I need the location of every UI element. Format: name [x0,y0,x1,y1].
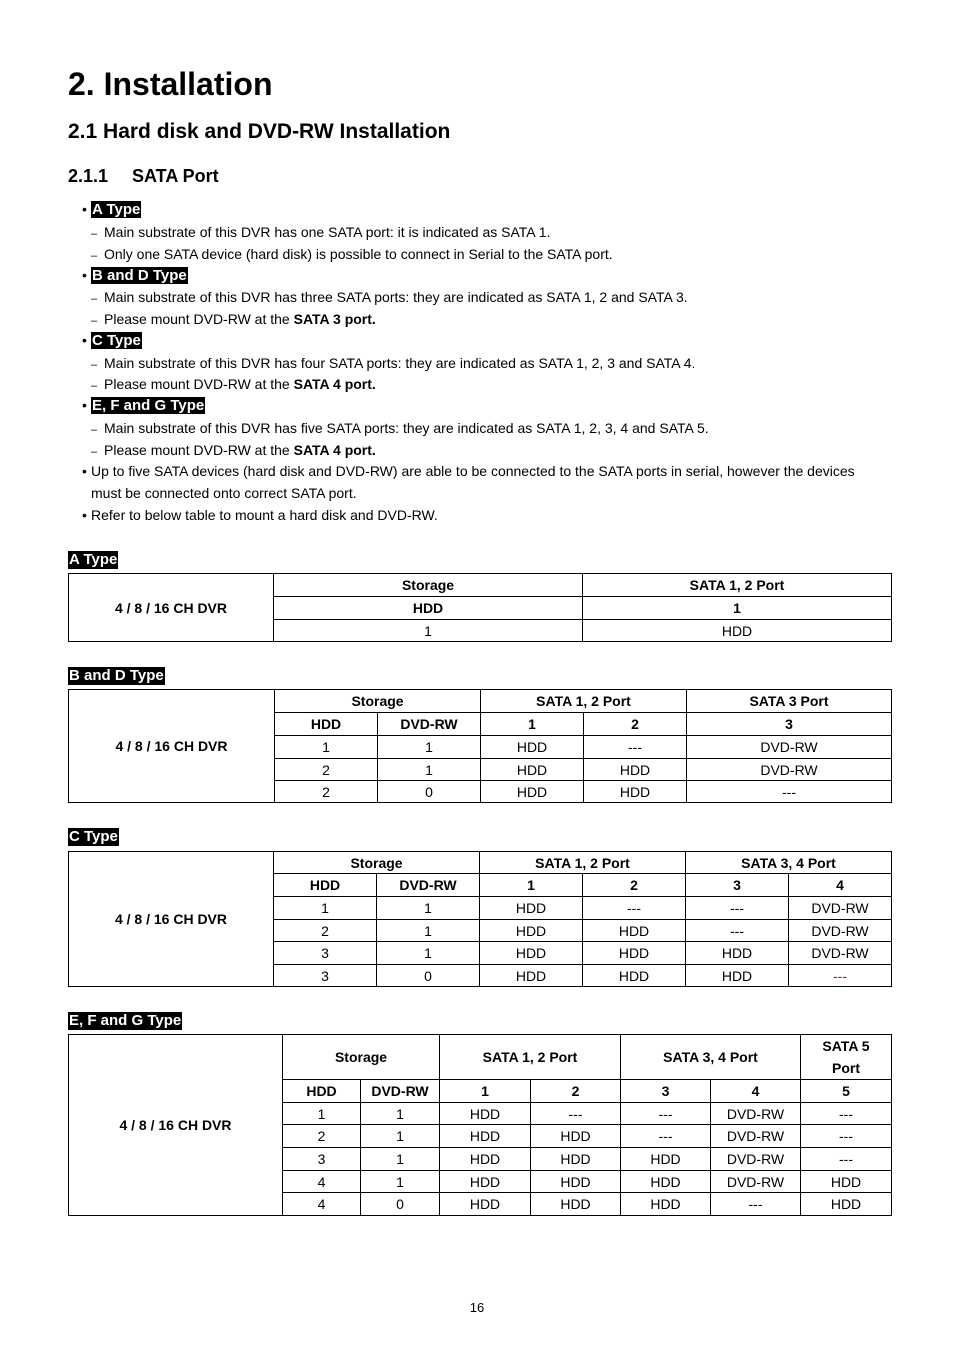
bullet-bd-type: • B and D Type [82,267,187,284]
bullet-c-type: • C Type [82,332,141,349]
efg-type-label: E, F and G Type [92,397,205,414]
table-row: 2 1 HDD HDD DVD-RW [69,759,892,781]
section-title: 2.1 Hard disk and DVD-RW Installation [68,120,451,143]
dvr-cell: 4 / 8 / 16 CH DVR [69,690,275,803]
table-efg: 4 / 8 / 16 CH DVR Storage SATA 1, 2 Port SATA 3, 4 Port SATA 5 Port HDD DVD-RW 1 2 3 4 5 1 1 HDD --- --- DVD-RW --- 2 1 HDD HDD --- DVD-RW --- 3 1 HDD HDD HDD DVD-RW --- 4 1 HDD HDD HDD DVD-RW HDD 4 0 HDD HDD HDD --- HDD [68,1034,892,1216]
subsection-number: 2.1.1 [68,166,109,186]
list-item: – Please mount DVD-RW at the SATA 4 port. [91,442,376,458]
subheader-1: 1 [583,597,892,620]
header-sata-1-2: SATA 1, 2 Port [481,690,687,713]
table-efg-label: E, F and G Type [69,1012,182,1029]
table-row: 2 0 HDD HDD --- [69,781,892,803]
header-sata-3-4: SATA 3, 4 Port [686,852,892,874]
dvr-cell: 4 / 8 / 16 CH DVR [69,852,274,987]
list-item: – Main substrate of this DVR has five SATA ports: they are indicated as SATA 1, 2, 3, 4 and SATA 5. [91,420,709,436]
highlighted-cell: --- [789,965,892,987]
table-row: 1 1 HDD --- --- DVD-RW --- [69,1103,892,1125]
list-item: – Please mount DVD-RW at the SATA 3 port. [91,311,376,327]
page-number: 16 [469,1300,485,1315]
header-sata-1-2: SATA 1, 2 Port [583,574,892,597]
header-sata-1-2: SATA 1, 2 Port [480,852,686,874]
list-item: – Main substrate of this DVR has one SATA port: it is indicated as SATA 1. [91,224,551,240]
subsection-text: SATA Port [132,166,219,186]
table-bd: 4 / 8 / 16 CH DVR Storage SATA 1, 2 Port SATA 3 Port HDD DVD-RW 1 2 3 1 1 HDD --- DVD-RW 2 1 HDD HDD DVD-RW 2 0 HDD HDD --- [68,689,892,803]
bd-type-label: B and D Type [92,267,187,284]
a-type-label: A Type [92,201,141,218]
header-sata-3: SATA 3 Port [687,690,892,713]
table-row: 1 1 HDD --- --- DVD-RW [69,897,892,920]
bullet-up-to-five: • Up to five SATA devices (hard disk and DVD-RW) are able to be connected to the SATA ports in serial, however the devices [82,463,855,479]
table-row: 4 0 HDD HDD HDD --- HDD [69,1193,892,1216]
header-storage: Storage [274,852,480,874]
list-item-continuation: must be connected onto correct SATA port. [91,485,357,501]
table-row: 2 1 HDD HDD --- DVD-RW --- [69,1125,892,1148]
list-item: – Only one SATA device (hard disk) is possible to connect in Serial to the SATA port. [91,246,613,262]
bullet-efg-type: • E, F and G Type [82,397,205,414]
list-item: – Please mount DVD-RW at the SATA 4 port. [91,376,376,392]
subheader-hdd: HDD [274,597,583,620]
bullet-a-type: • A Type [82,201,141,218]
page-title: 2. Installation [68,66,273,102]
bullet-refer: • Refer to below table to mount a hard disk and DVD-RW. [82,507,438,523]
table-c-label: C Type [69,828,118,845]
table-row: 3 0 HDD HDD HDD --- [69,965,892,987]
table-row: 1 1 HDD --- DVD-RW [69,736,892,759]
subsection-title [68,166,219,187]
header-storage: Storage [283,1035,440,1080]
header-storage: Storage [274,574,583,597]
list-item: – Main substrate of this DVR has four SATA ports: they are indicated as SATA 1, 2, 3 and SATA 4. [91,355,696,371]
table-row: 2 1 HDD HDD --- DVD-RW [69,920,892,942]
table-a [68,573,892,642]
dvr-cell: 4 / 8 / 16 CH DVR [69,574,274,642]
c-type-label: C Type [92,332,141,349]
table-row: 3 1 HDD HDD HDD DVD-RW [69,942,892,965]
header-sata-5: SATA 5 Port [801,1035,892,1080]
table-c: 4 / 8 / 16 CH DVR Storage SATA 1, 2 Port SATA 3, 4 Port HDD DVD-RW 1 2 3 4 1 1 HDD --- --- DVD-RW 2 1 HDD HDD --- DVD-RW 3 1 HDD HDD HDD DVD-RW 3 0 HDD HDD HDD --- [68,851,892,987]
header-storage: Storage [275,690,481,713]
dvr-cell: 4 / 8 / 16 CH DVR [69,1035,283,1216]
header-sata-3-4: SATA 3, 4 Port [621,1035,801,1080]
table-row: 1 HDD [69,620,892,642]
table-bd-label: B and D Type [69,667,164,684]
header-sata-1-2: SATA 1, 2 Port [440,1035,621,1080]
table-row: 3 1 HDD HDD HDD DVD-RW --- [69,1148,892,1171]
table-a-label: A Type [69,551,118,568]
table-row: 4 1 HDD HDD HDD DVD-RW HDD [69,1171,892,1193]
list-item: – Main substrate of this DVR has three SATA ports: they are indicated as SATA 1, 2 and SATA 3. [91,289,688,305]
